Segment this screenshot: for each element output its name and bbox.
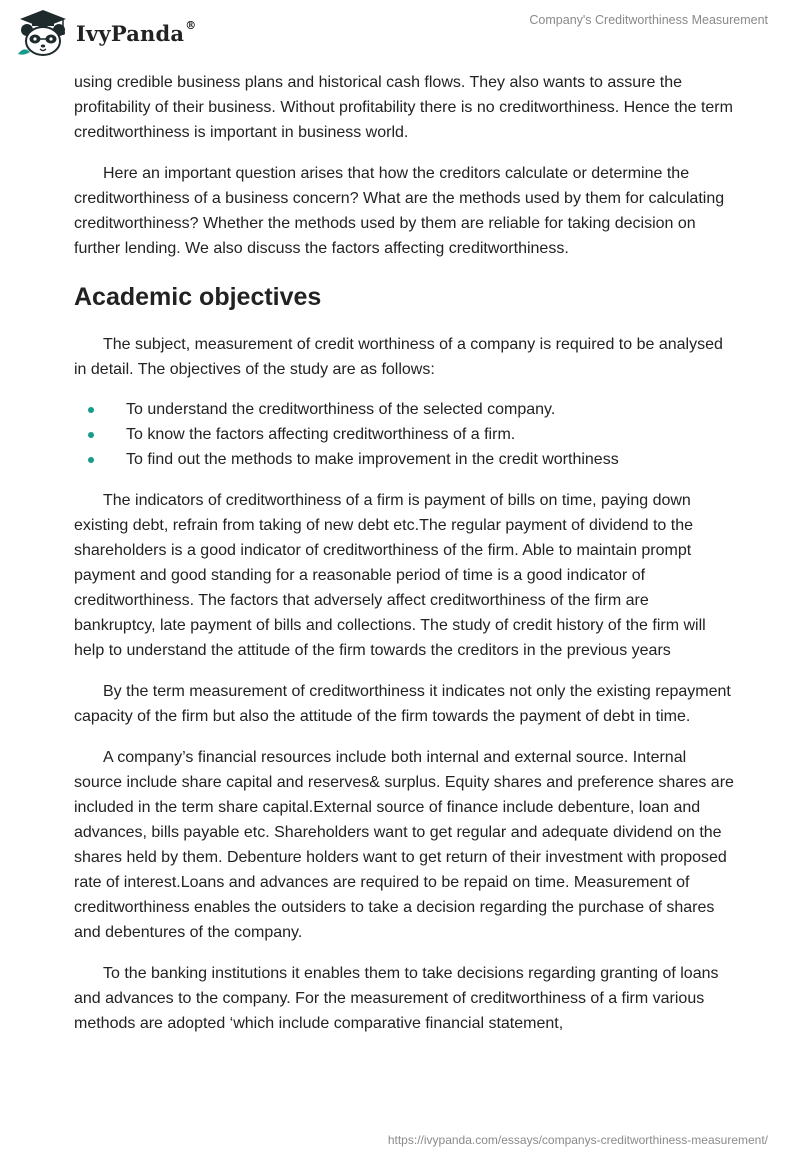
list-item-text: To find out the methods to make improvement in the credit worthiness xyxy=(126,451,619,468)
bullet-icon xyxy=(88,432,94,438)
list-item-text: To know the factors affecting creditworthiness of a firm. xyxy=(126,426,516,443)
list-item-text: To understand the creditworthiness of the selected company. xyxy=(126,401,556,418)
source-url[interactable]: https://ivypanda.com/essays/companys-creditworthiness-measurement/ xyxy=(387,1133,768,1147)
article-body xyxy=(74,70,734,1036)
bullet-icon xyxy=(88,457,94,463)
list-item xyxy=(74,397,734,422)
paragraph-financial-resources: A company’s financial resources include both internal and external source. Internal source include share capital and reserves& surplus. Equity shares and preference shares are included in the term share capital.External source of finance include debenture, loan and advances, bills payable etc. Shareholders want to get regular and adequate dividend on the shares held by them. Debenture holders want to get return of their investment with proposed rate of interest.Loans and advances are required to be repaid on time. Measurement of creditworthiness enables the outsiders to take a decision regarding the purchase of shares and debentures of the company. xyxy=(74,749,734,941)
list-item xyxy=(74,447,734,472)
paragraph-profitability: using credible business plans and historical cash flows. They also wants to assure the profitability of their business. Without profitability there is no creditworthiness. Hence the term creditworthiness is important in business world. xyxy=(74,74,733,141)
objectives-list xyxy=(74,397,734,472)
paragraph-measurement-term: By the term measurement of creditworthiness it indicates not only the existing repayment capacity of the firm but also the attitude of the firm towards the payment of debt in time. xyxy=(74,683,731,725)
page-header xyxy=(0,0,800,70)
brand-name: IvyPanda® xyxy=(76,18,197,46)
bullet-icon xyxy=(88,407,94,413)
ivypanda-logo[interactable] xyxy=(14,8,196,58)
list-item xyxy=(74,422,734,447)
paragraph-indicators: The indicators of creditworthiness of a firm is payment of bills on time, paying down existing debt, refrain from taking of new debt etc.The regular payment of dividend to the shareholders is a good indicator of creditworthiness of the firm. Able to maintain prompt payment and good standing for a reasonable period of time is a good indicator of creditworthiness. The factors that adversely affect creditworthiness of the firm are bankruptcy, late payment of bills and collections. The study of credit history of the firm will help to understand the attitude of the firm towards the creditors in the previous years xyxy=(74,492,706,659)
paragraph-objectives-intro: The subject, measurement of credit worthiness of a company is required to be analysed in detail. The objectives of the study are as follows: xyxy=(74,336,723,378)
panda-mascot-icon xyxy=(14,8,72,58)
section-heading-academic-objectives: Academic objectives xyxy=(74,283,322,311)
document-title: Company's Creditworthiness Measurement xyxy=(529,13,768,27)
paragraph-banking-institutions: To the banking institutions it enables them to take decisions regarding granting of loans and advances to the company. For the measurement of creditworthiness of a firm various methods are adopted ‘which include comparative financial statement, xyxy=(74,965,719,1032)
paragraph-question: Here an important question arises that how the creditors calculate or determine the creditworthiness of a business concern? What are the methods used by them for calculating creditworthiness? Whether the methods used by them are reliable for taking decision on further lending. We also discuss the factors affecting creditworthiness. xyxy=(74,165,725,257)
